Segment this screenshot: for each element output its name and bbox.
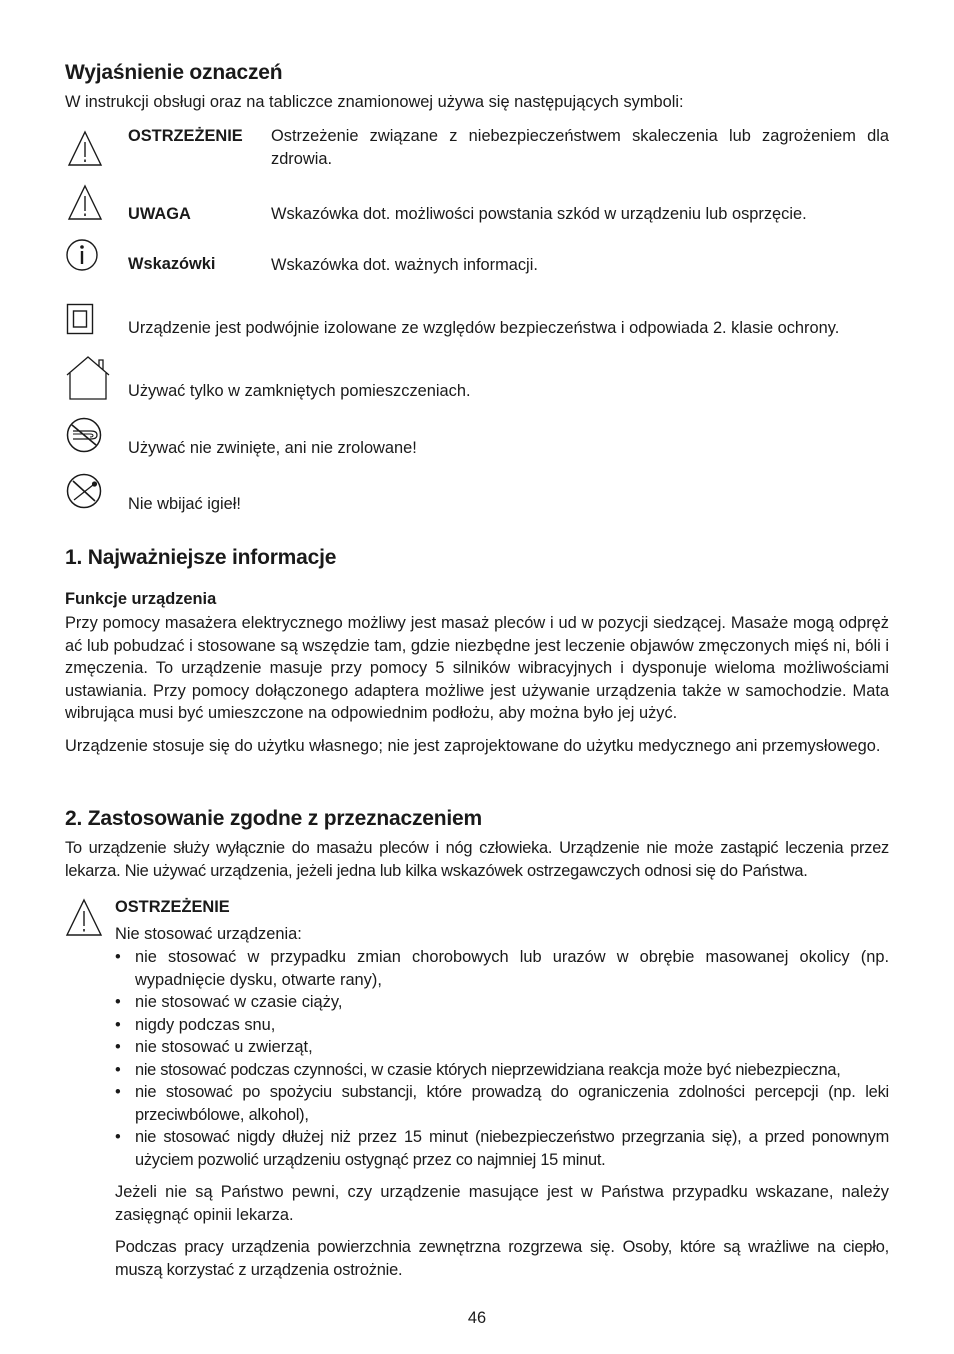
- page-number: 46: [467, 1309, 487, 1327]
- symbol-text-indoor: Używać tylko w zamkniętych pomieszczeniach.: [128, 382, 471, 400]
- legend-title: Wyjaśnienie oznaczeń: [65, 61, 283, 84]
- symbol-text-uwaga: Wskazówka dot. możliwości powstania szkód w urządzeniu lub osprzęcie.: [271, 205, 807, 223]
- section2-title: 2. Zastosowanie zgodne z przeznaczeniem: [65, 807, 482, 830]
- bullet-text: nigdy podczas snu,: [135, 1015, 276, 1034]
- warning-bullet-list: [115, 946, 889, 1171]
- warning-triangle-icon: [67, 130, 103, 168]
- double-insulation-icon: [66, 303, 94, 335]
- no-fold-icon: [65, 417, 103, 453]
- bullet-text: nie stosować po spożyciu substancji, które prowadzą do ograniczenia zdolności percepcji (np. leki przeciwbólowe, alkohol),: [135, 1083, 889, 1124]
- no-pins-icon: [65, 473, 103, 509]
- symbol-text-double-insulation: Urządzenie jest podwójnie izolowane ze względów bezpieczeństwa i odpowiada 2. klasie ochrony.: [128, 319, 840, 337]
- section2-warning-title: OSTRZEŻENIE: [115, 898, 230, 916]
- list-item: [115, 1014, 889, 1037]
- bullet-dot: •: [115, 993, 121, 1011]
- section2-paragraph-after-2: Podczas pracy urządzenia powierzchnia zewnętrzna rozgrzewa się. Osoby, które są wrażliwe na ciepło, muszą korzystać z urządzenia ostrożnie.: [115, 1238, 889, 1279]
- bullet-dot: •: [115, 1060, 121, 1079]
- bullet-text: nie stosować nigdy dłużej niż przez 15 minut (niebezpieczeństwo przegrzania się), a przed ponownym użyciem pozwolić urządzeniu ostygnąć przez co najmniej 15 minut.: [135, 1128, 889, 1169]
- symbol-text-no-pins: Nie wbijać igieł!: [128, 495, 241, 513]
- bullet-dot: •: [115, 1083, 121, 1101]
- symbol-text-no-fold: Używać nie zwinięte, ani nie zrolowane!: [128, 439, 417, 457]
- warning-triangle-icon: [65, 898, 103, 938]
- list-item: [115, 1036, 889, 1059]
- bullet-text: nie stosować podczas czynności, w czasie których nieprzewidziana reakcja może być niebezpieczna,: [135, 1060, 841, 1079]
- section2-warning-lead: Nie stosować urządzenia:: [115, 925, 302, 943]
- section1-paragraph-2: Urządzenie stosuje się do użytku własnego; nie jest zaprojektowane do użytku medycznego ani przemysłowego.: [65, 737, 881, 755]
- symbol-label-wskazowki: Wskazówki: [128, 255, 216, 273]
- bullet-dot: •: [115, 1128, 121, 1146]
- list-item: [115, 1081, 889, 1126]
- section1-subtitle: Funkcje urządzenia: [65, 590, 217, 608]
- list-item: [115, 946, 889, 991]
- list-item: [115, 991, 889, 1014]
- section1-title: 1. Najważniejsze informacje: [65, 546, 337, 569]
- info-icon: [65, 238, 99, 272]
- indoor-house-icon: [65, 355, 111, 401]
- list-item: [115, 1126, 889, 1171]
- bullet-text: nie stosować u zwierząt,: [135, 1038, 313, 1056]
- symbol-label-uwaga: UWAGA: [128, 205, 191, 223]
- legend-intro: W instrukcji obsługi oraz na tabliczce znamionowej używa się następujących symboli:: [65, 93, 684, 111]
- section2-paragraph-after-1: Jeżeli nie są Państwo pewni, czy urządzenie masujące jest w Państwa przypadku wskazane, należy zasięgnąć opinii lekarza.: [115, 1183, 889, 1224]
- section2-intro: To urządzenie służy wyłącznie do masażu pleców i nóg człowieka. Urządzenie nie może zastąpić leczenia przez lekarza. Nie używać urządzenia, jeżeli jedna lub kilka wskazówek ostrzegawczych odnosi się do Państwa.: [65, 839, 889, 880]
- bullet-text: nie stosować w przypadku zmian chorobowych lub urazów w obrębie masowanej okolicy (np. wypadnięcie dysku, otwarte rany),: [135, 948, 889, 989]
- symbol-text-ostrzezenie: Ostrzeżenie związane z niebezpieczeństwem skaleczenia lub zagrożeniem dla zdrowia.: [271, 127, 889, 168]
- symbol-text-wskazowki: Wskazówka dot. ważnych informacji.: [271, 256, 538, 274]
- warning-triangle-icon: [67, 184, 103, 222]
- bullet-text: nie stosować w czasie ciąży,: [135, 993, 343, 1011]
- section1-paragraph-1: Przy pomocy masażera elektrycznego możliwy jest masaż pleców i ud w pozycji siedzącej. Masaże mogą odpręż ać lub pobudzać i stosowane są wszędzie tam, gdzie niezbędne jest leczenie objawów zmęczonych mięś ni, bóli i zmęczenia. To urządzenie masuje przy pomocy 5 silników wibracyjnych i dysponuje wieloma możliwościami ustawiania. Przy pomocy dołączonego adaptera możliwe jest używanie urządzenia także w samochodzie. Mata wibrująca musi być umieszczone na odpowiednim podłożu, aby można było jej użyć.: [65, 614, 889, 722]
- symbol-label-ostrzezenie: OSTRZEŻENIE: [128, 127, 243, 145]
- list-item: [115, 1059, 889, 1082]
- bullet-dot: •: [115, 1015, 121, 1034]
- bullet-dot: •: [115, 948, 121, 966]
- bullet-dot: •: [115, 1038, 121, 1056]
